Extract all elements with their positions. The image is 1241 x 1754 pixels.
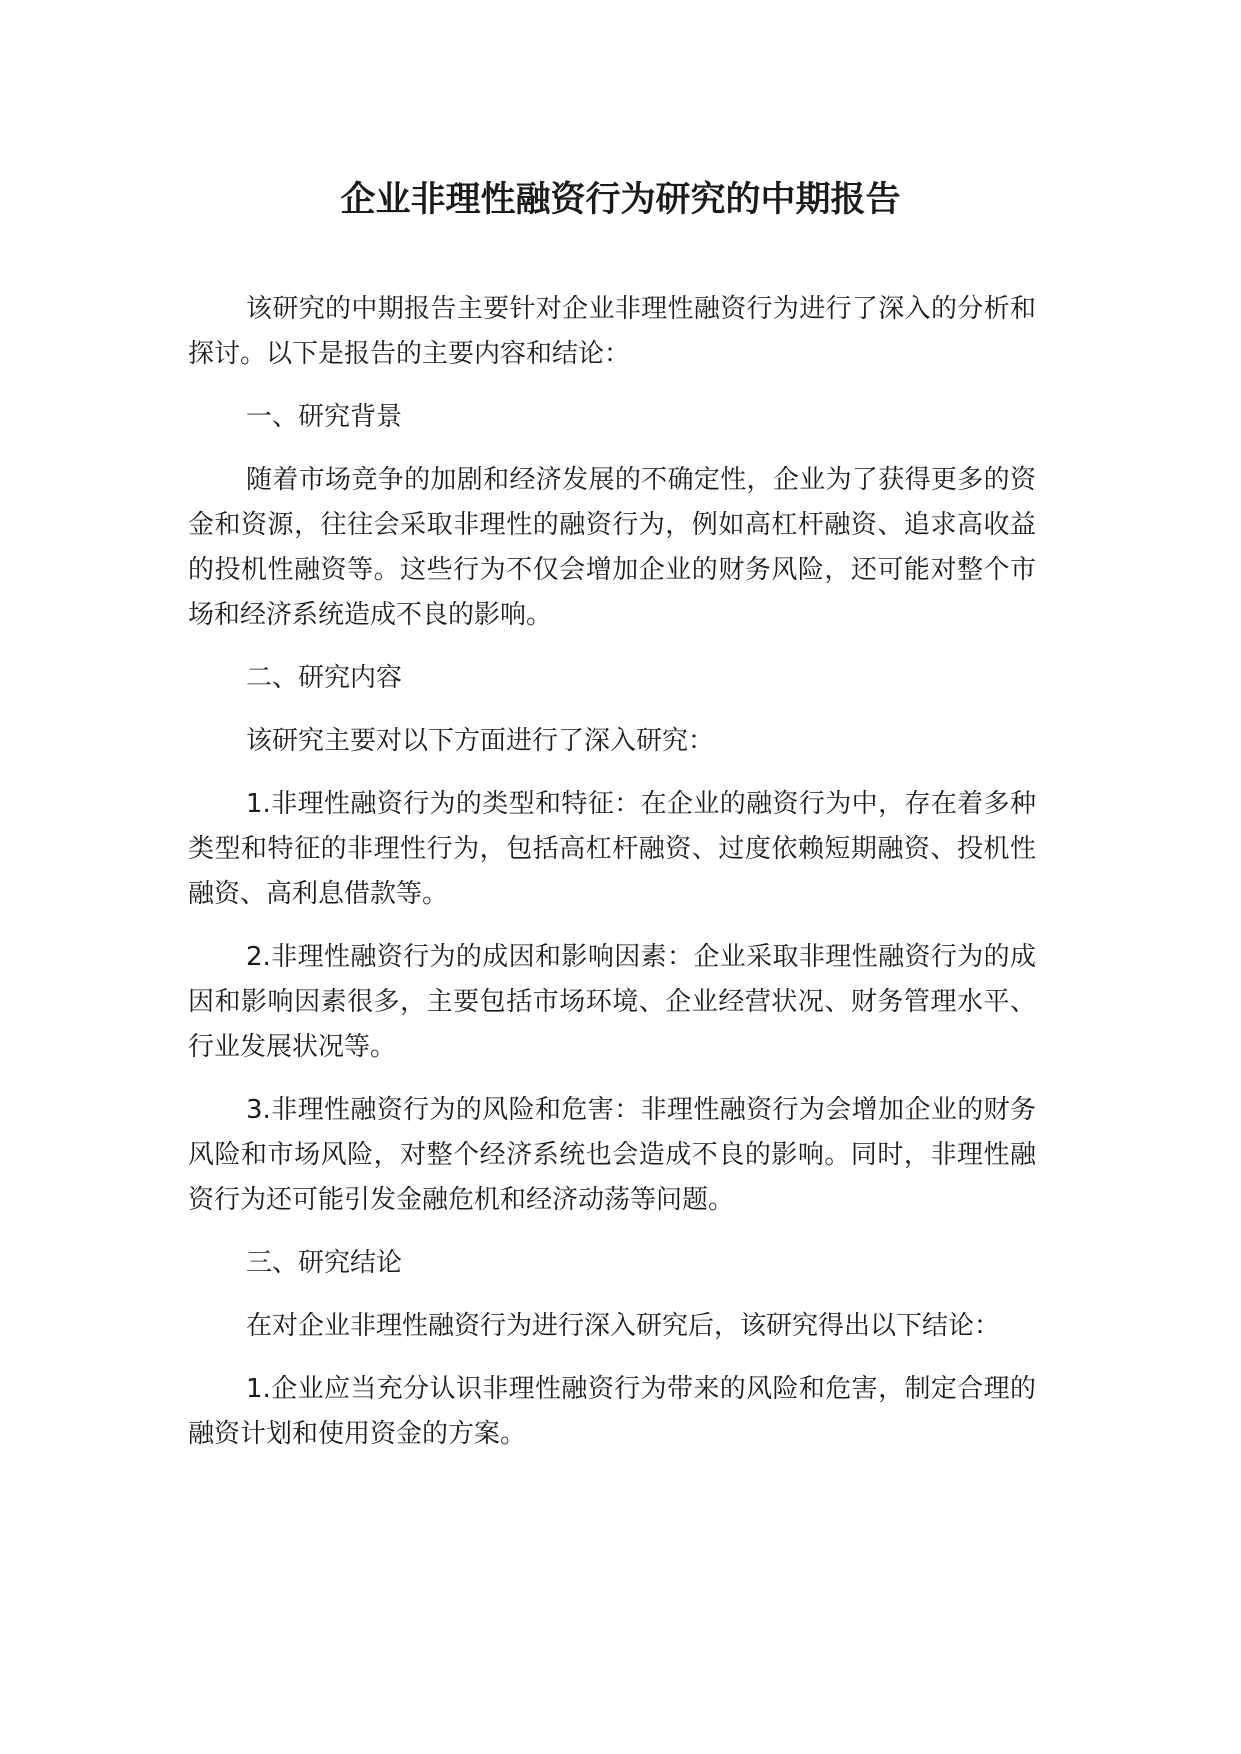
document-body (188, 287, 1036, 1475)
content-item-1: 1.非理性融资行为的类型和特征：在企业的融资行为中，存在着多种类型和特征的非理性行为，包括高杠杆融资、过度依赖短期融资、投机性融资、高利息借款等。 (188, 789, 1036, 909)
section-heading-background: 一、研究背景 (246, 402, 403, 432)
content-item-3: 3.非理性融资行为的风险和危害：非理性融资行为会增加企业的财务风险和市场风险，对整个经济系统也会造成不良的影响。同时，非理性融资行为还可能引发金融危机和经济动荡等问题。 (188, 1095, 1036, 1215)
document-title: 企业非理性融资行为研究的中期报告 (340, 180, 901, 220)
content-item-2: 2.非理性融资行为的成因和影响因素：企业采取非理性融资行为的成因和影响因素很多，主要包括市场环境、企业经营状况、财务管理水平、行业发展状况等。 (188, 942, 1036, 1062)
content-intro-paragraph: 该研究主要对以下方面进行了深入研究： (246, 726, 715, 756)
conclusion-item-1: 1.企业应当充分认识非理性融资行为带来的风险和危害，制定合理的融资计划和使用资金的方案。 (188, 1374, 1036, 1449)
section-heading-content: 二、研究内容 (246, 663, 403, 693)
section-heading-conclusion: 三、研究结论 (246, 1248, 403, 1278)
conclusion-intro-paragraph: 在对企业非理性融资行为进行深入研究后，该研究得出以下结论： (246, 1311, 1001, 1341)
intro-paragraph: 该研究的中期报告主要针对企业非理性融资行为进行了深入的分析和探讨。以下是报告的主要内容和结论： (188, 294, 1036, 369)
background-paragraph: 随着市场竞争的加剧和经济发展的不确定性，企业为了获得更多的资金和资源，往往会采取非理性的融资行为，例如高杠杆融资、追求高收益的投机性融资等。这些行为不仅会增加企业的财务风险，还可能对整个市场和经济系统造成不良的影响。 (188, 465, 1036, 630)
